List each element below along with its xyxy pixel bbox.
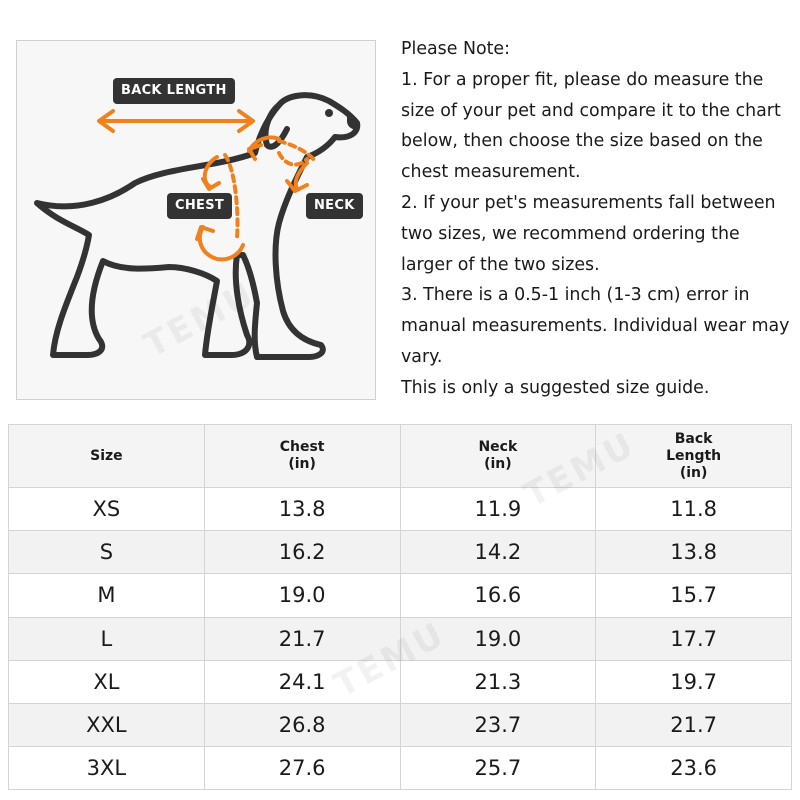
- cell-neck: 21.3: [400, 660, 596, 703]
- note-footer: This is only a suggested size guide.: [401, 377, 710, 398]
- table-row: [9, 747, 792, 790]
- cell-chest: 19.0: [204, 574, 400, 617]
- cell-neck: 19.0: [400, 617, 596, 660]
- cell-neck: 14.2: [400, 531, 596, 574]
- note-item-2: 2. If your pet's measurements fall between two sizes, we recommend ordering the larger of the two sizes.: [401, 192, 776, 275]
- size-table: [8, 424, 792, 790]
- sizing-notes: [401, 34, 796, 404]
- header-size: Size: [9, 425, 205, 488]
- cell-chest: 21.7: [204, 617, 400, 660]
- cell-back-length: 19.7: [596, 660, 792, 703]
- cell-back-length: 13.8: [596, 531, 792, 574]
- cell-back-length: 15.7: [596, 574, 792, 617]
- cell-size: 3XL: [9, 747, 205, 790]
- header-chest: Chest (in): [204, 425, 400, 488]
- cell-neck: 25.7: [400, 747, 596, 790]
- table-row: [9, 660, 792, 703]
- table-row: [9, 531, 792, 574]
- cell-size: XXL: [9, 703, 205, 746]
- cell-chest: 26.8: [204, 703, 400, 746]
- header-neck: Neck (in): [400, 425, 596, 488]
- cell-chest: 27.6: [204, 747, 400, 790]
- back-length-label: BACK LENGTH: [113, 78, 235, 104]
- cell-back-length: 23.6: [596, 747, 792, 790]
- cell-neck: 11.9: [400, 488, 596, 531]
- cell-size: XL: [9, 660, 205, 703]
- cell-back-length: 17.7: [596, 617, 792, 660]
- cell-back-length: 11.8: [596, 488, 792, 531]
- cell-size: M: [9, 574, 205, 617]
- cell-size: L: [9, 617, 205, 660]
- cell-chest: 16.2: [204, 531, 400, 574]
- cell-neck: 16.6: [400, 574, 596, 617]
- cell-size: XS: [9, 488, 205, 531]
- cell-back-length: 21.7: [596, 703, 792, 746]
- size-chart: [8, 424, 792, 790]
- cell-neck: 23.7: [400, 703, 596, 746]
- cell-chest: 24.1: [204, 660, 400, 703]
- header-back-length: Back Length (in): [596, 425, 792, 488]
- dog-measurement-diagram: [16, 40, 376, 400]
- note-heading: Please Note:: [401, 39, 510, 59]
- table-row: [9, 574, 792, 617]
- table-header-row: [9, 425, 792, 488]
- note-item-3: 3. There is a 0.5-1 inch (1-3 cm) error in manual measurements. Individual wear may vary.: [401, 285, 790, 367]
- neck-label: NECK: [306, 193, 363, 219]
- chest-label: CHEST: [167, 193, 232, 219]
- table-row: [9, 488, 792, 531]
- cell-size: S: [9, 531, 205, 574]
- table-row: [9, 703, 792, 746]
- table-row: [9, 617, 792, 660]
- note-item-1: 1. For a proper fit, please do measure the size of your pet and compare it to the chart below, then choose the size based on the chest measurement.: [401, 69, 781, 183]
- cell-chest: 13.8: [204, 488, 400, 531]
